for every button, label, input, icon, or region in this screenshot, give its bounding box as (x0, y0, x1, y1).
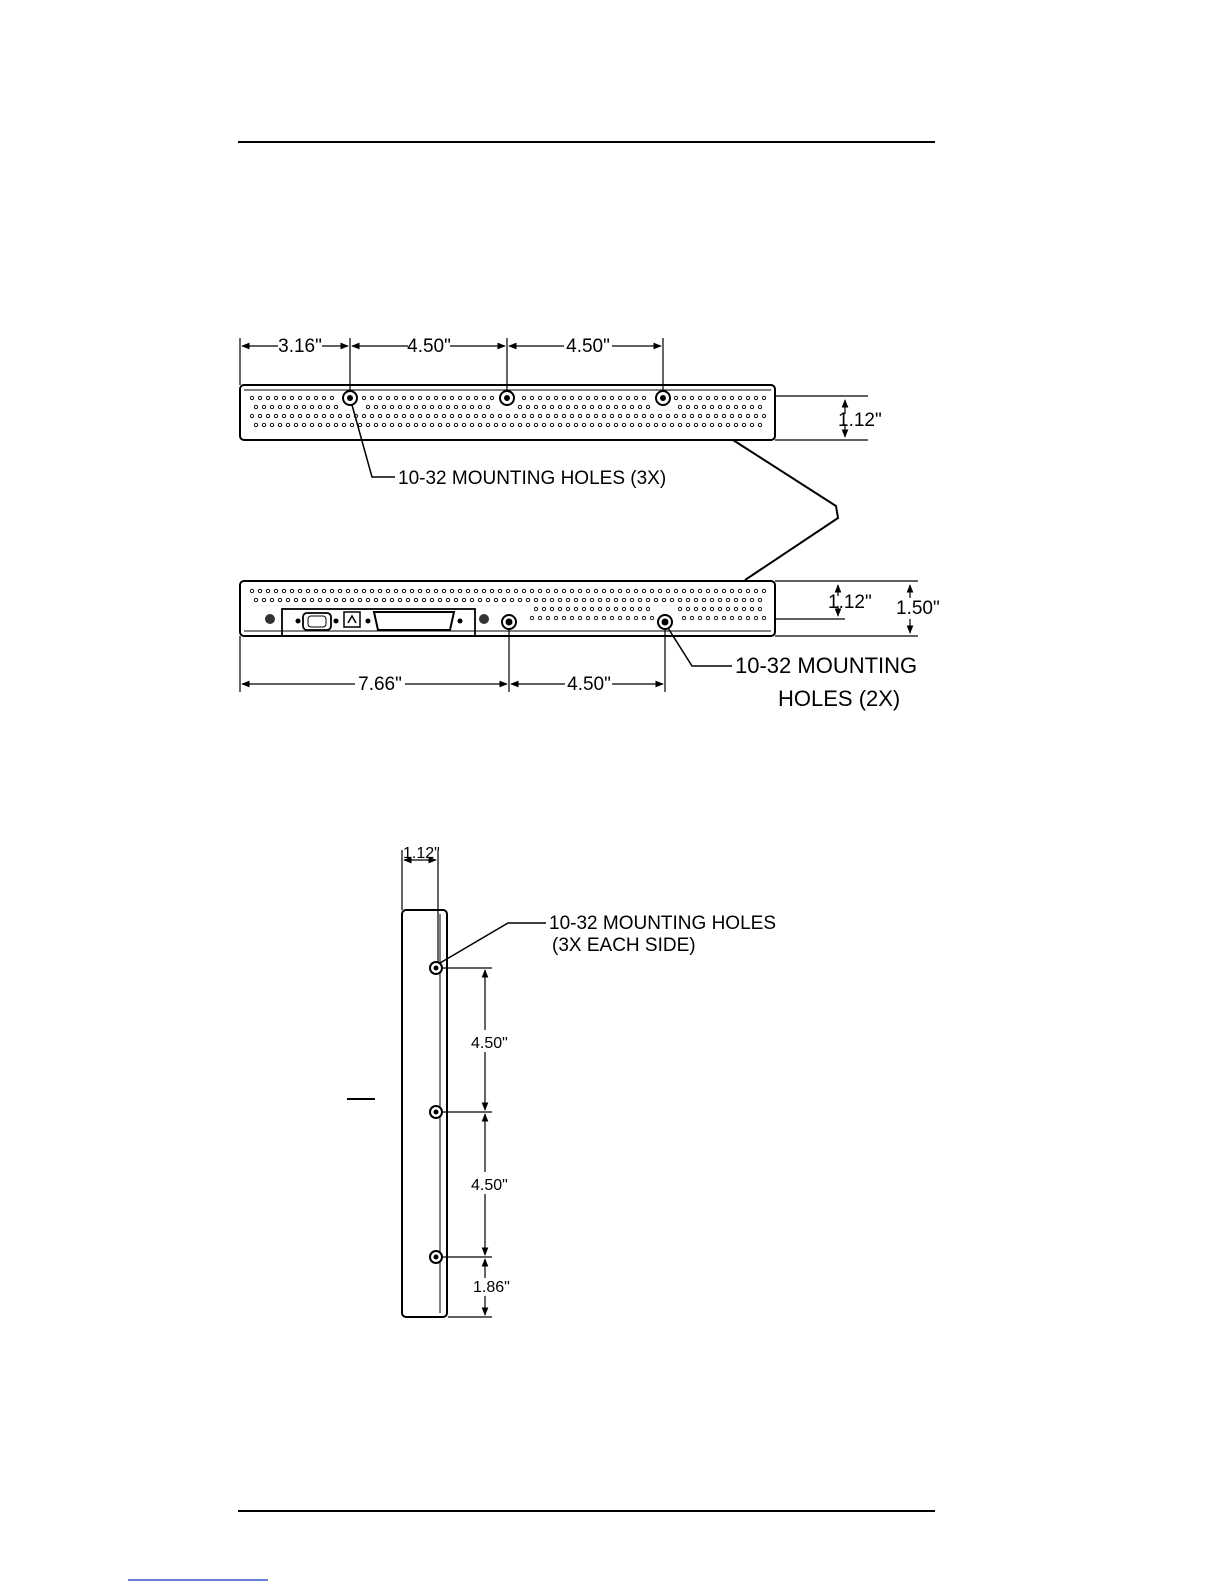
bottom-view (240, 581, 940, 711)
bottom-screw-left (265, 614, 275, 624)
bottom-callout-line2: HOLES (2X) (778, 686, 901, 711)
top-dim-1: 3.16" (278, 336, 322, 357)
bottom-height-inner: 1.12" (828, 592, 872, 613)
top-height-dim: 1.12" (838, 410, 882, 431)
top-view (240, 336, 882, 489)
side-spacing-1: 4.50" (471, 1035, 508, 1052)
top-mounting-hole-1 (343, 391, 357, 405)
side-mounting-hole-3 (430, 1251, 442, 1263)
side-end-dim: 1.86" (473, 1279, 510, 1296)
side-callout-line2: (3X EACH SIDE) (552, 935, 696, 956)
top-mounting-hole-3 (656, 391, 670, 405)
top-callout: 10-32 MOUNTING HOLES (3X) (398, 468, 667, 489)
bottom-height-outer: 1.50" (896, 598, 940, 619)
side-callout-line1: 10-32 MOUNTING HOLES (549, 913, 776, 934)
side-spacing-2: 4.50" (471, 1177, 508, 1194)
side-view (347, 845, 776, 1317)
bottom-dim-2: 4.50" (567, 674, 611, 695)
bottom-callout-line1: 10-32 MOUNTING (735, 653, 918, 678)
side-width-dim: 1.12" (403, 845, 440, 862)
usb-port (344, 612, 360, 627)
bottom-mounting-hole-1 (502, 615, 516, 629)
top-mounting-hole-2 (500, 391, 514, 405)
bottom-dim-1: 7.66" (358, 674, 402, 695)
db9-connector (296, 613, 339, 630)
bottom-screw-right (479, 614, 489, 624)
view-connector-line (733, 440, 838, 580)
bottom-mounting-hole-2 (658, 615, 672, 629)
side-mounting-hole-2 (430, 1106, 442, 1118)
top-dim-2: 4.50" (407, 336, 451, 357)
db37-connector (366, 612, 463, 630)
top-dim-3: 4.50" (566, 336, 610, 357)
side-mounting-hole-1 (430, 962, 442, 974)
